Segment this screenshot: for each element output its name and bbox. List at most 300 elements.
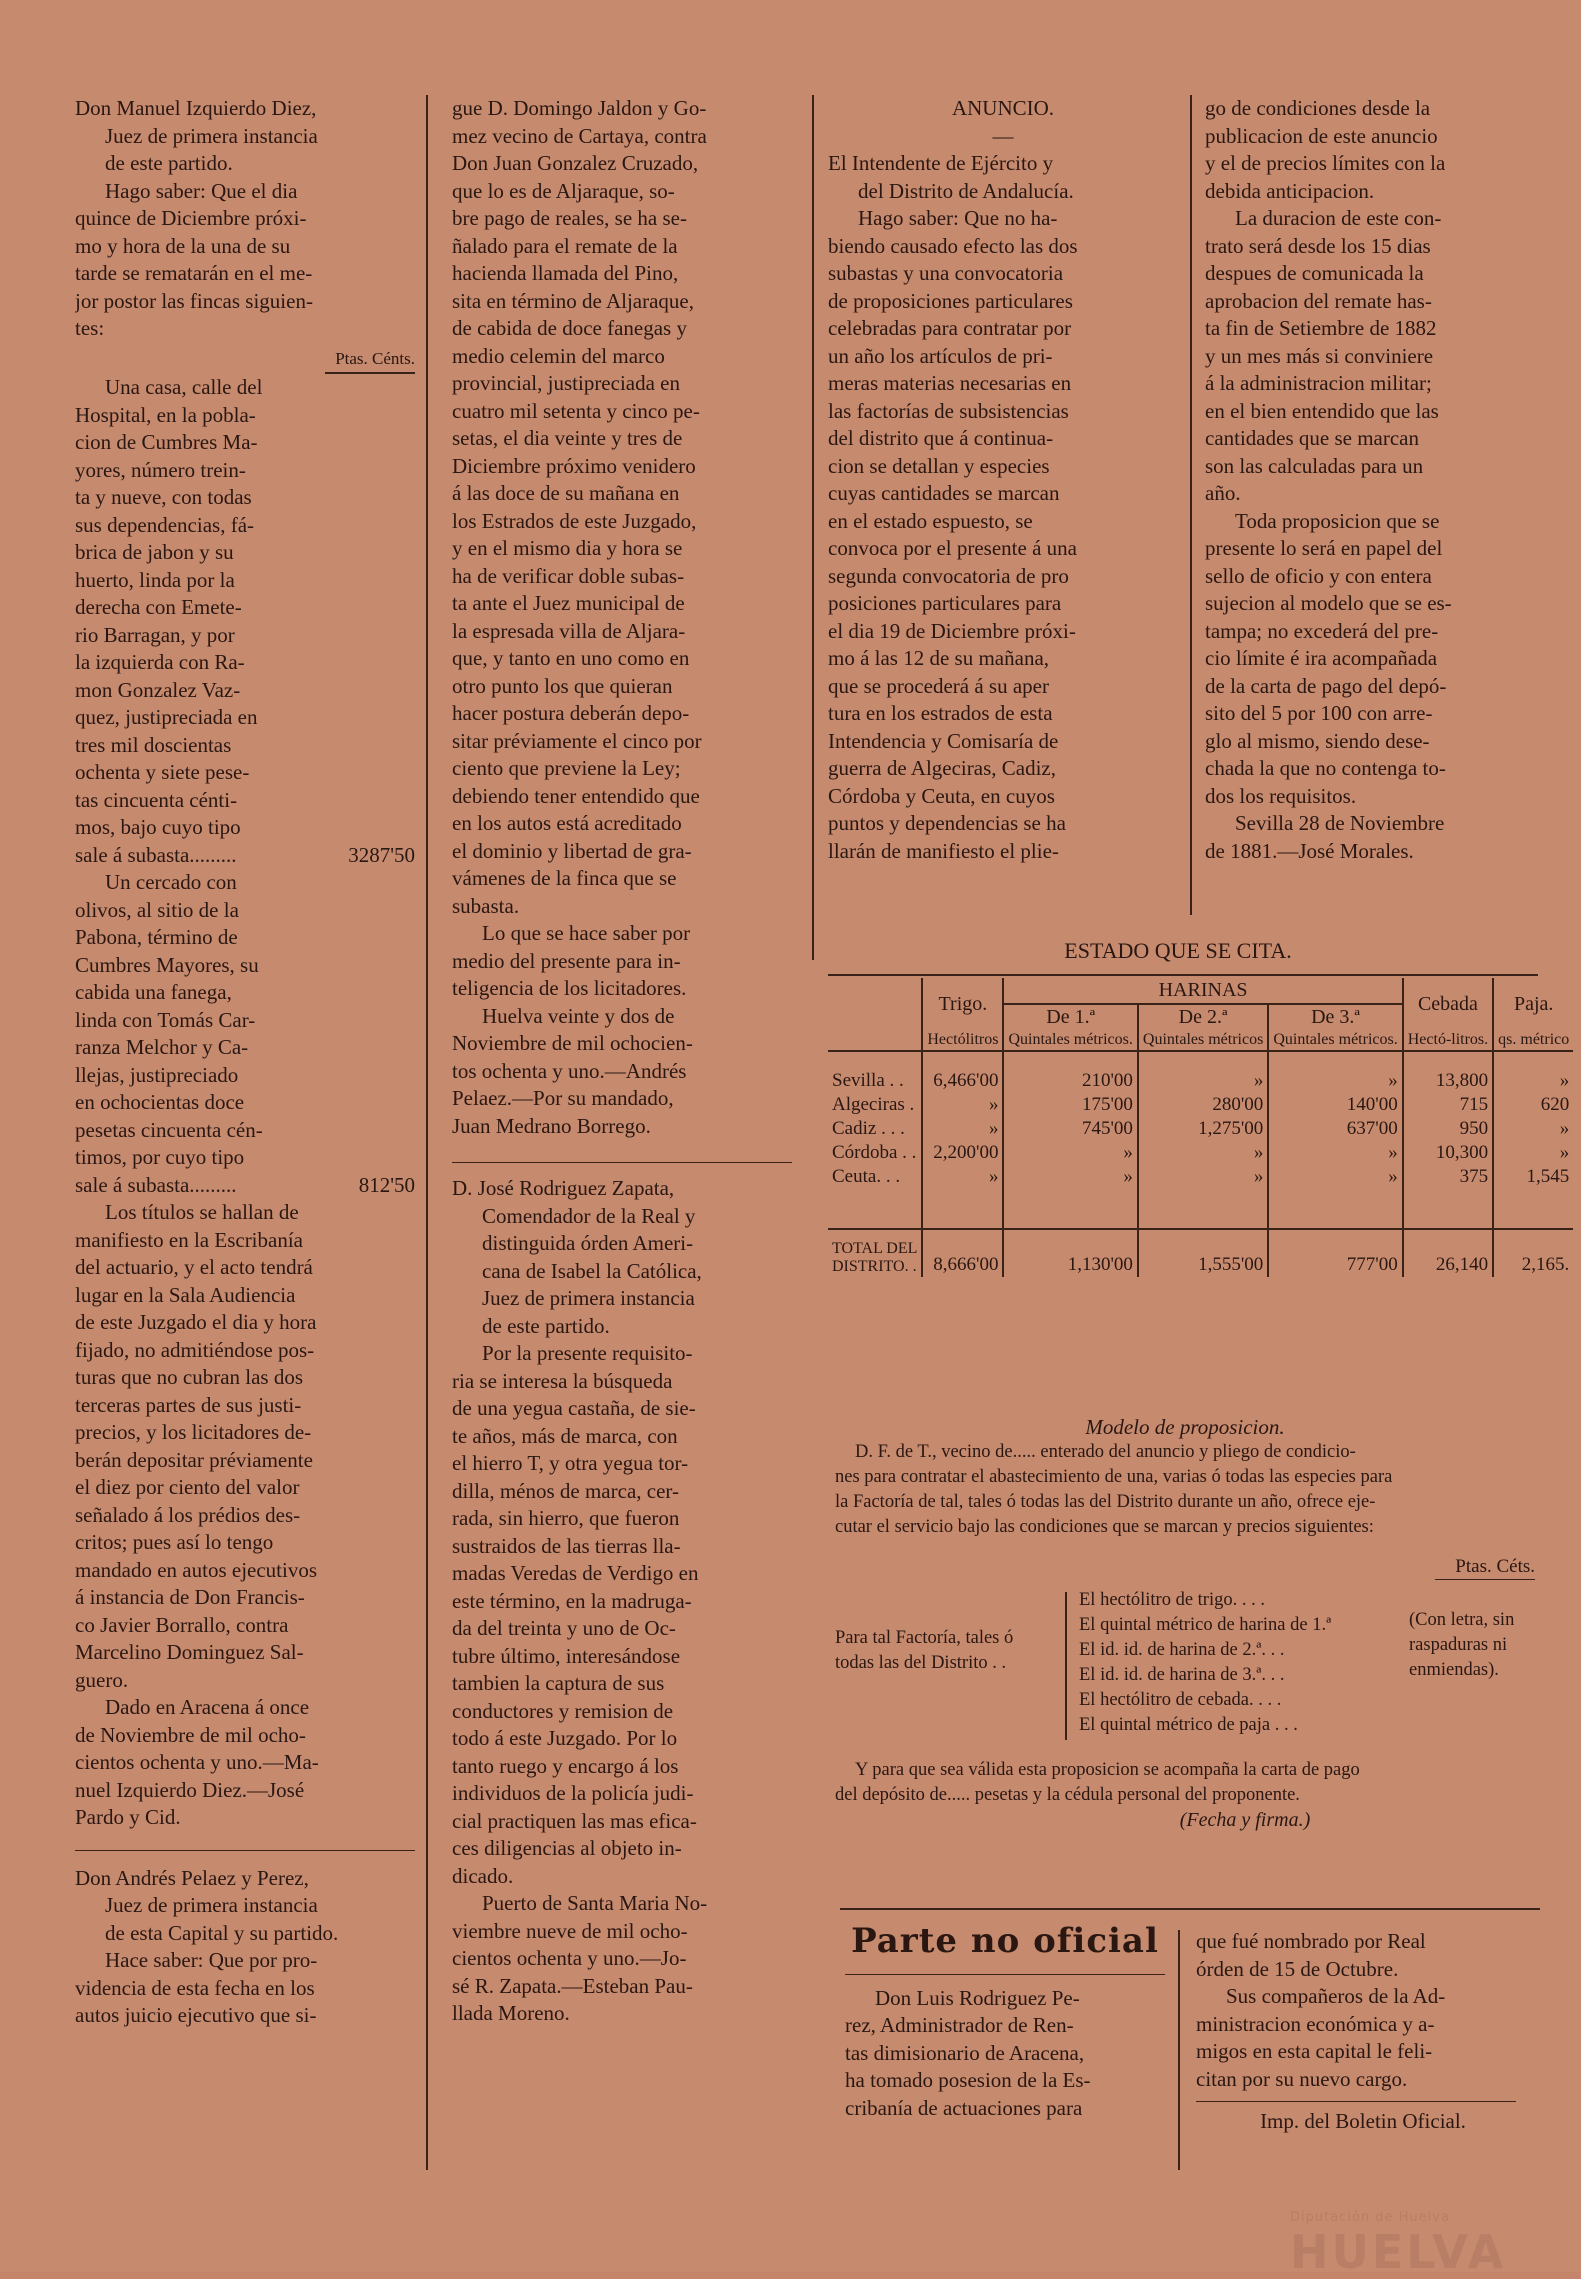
edict-separator (75, 1850, 415, 1851)
row-place: Sevilla . . (832, 1070, 904, 1091)
text-line: autos juicio ejecutivo que si- (75, 2003, 317, 2027)
text-line: te años, más de marca, con (452, 1423, 678, 1448)
anuncio-body (828, 205, 1178, 865)
text-line: gue D. Domingo Jaldon y Go- (452, 96, 707, 120)
text-line: sito del 5 por 100 con arre- (1205, 701, 1433, 725)
text-line: El id. id. de harina de 3.ª. . . (1079, 1665, 1285, 1685)
text-line: quince de Diciembre próxi- (75, 206, 307, 230)
row-value: 637'00 (1268, 1117, 1402, 1141)
text-line: cantidades que se marcan (1205, 426, 1419, 450)
text-line: ta ante el Juez municipal de (452, 591, 685, 615)
text-line: Los títulos se hallan de (105, 1200, 299, 1224)
text-line: Marcelino Dominguez Sal- (75, 1640, 304, 1664)
text-line: en el bien entendido que las (1205, 398, 1439, 423)
item-2-last-line: sale á subasta......... (75, 1172, 237, 1197)
modelo-left (835, 1588, 1065, 1740)
text-line: El quintal métrico de harina de 1.ª (1079, 1615, 1332, 1635)
column-rule-3 (1190, 95, 1192, 915)
text-line: videncia de esta fecha en los (75, 1975, 315, 2000)
text-line: los Estrados de este Juzgado, (452, 508, 697, 533)
edict-2-header (75, 1865, 415, 1948)
row-place: Ceuta. . . (832, 1166, 901, 1187)
text-line: despues de comunicada la (1205, 261, 1424, 285)
edict-1-body (75, 178, 415, 343)
row-value: » (1493, 1117, 1573, 1141)
trigo-unit: Hectólitros (922, 1030, 1003, 1051)
text-line: Sus compañeros de la Ad- (1226, 1984, 1446, 2008)
text-line: de esta Capital y su partido. (105, 1920, 339, 1945)
text-line: convoca por el presente á una (828, 536, 1077, 560)
text-line: cial practiquen las mas efica- (452, 1808, 697, 1833)
text-line: tanto ruego y encargo á los (452, 1753, 679, 1778)
text-line: Puerto de Santa Maria No- (482, 1891, 708, 1915)
text-line: Diciembre próximo venidero (452, 453, 696, 478)
cebada-unit: Hectó-litros. (1403, 1030, 1493, 1051)
edict-2-continued (452, 95, 792, 1140)
text-line: llada Moreno. (452, 2001, 570, 2025)
text-line: tarde se rematarán en el me- (75, 261, 313, 285)
text-line: mon Gonzalez Vaz- (75, 677, 241, 702)
text-line: presente lo será en papel del (1205, 536, 1443, 560)
text-line: teligencia de los licitadores. (452, 976, 687, 1000)
text-line: ta fin de Setiembre de 1882 (1205, 316, 1437, 340)
text-line: que, y tanto en uno como en (452, 646, 690, 670)
text-line: puntos y dependencias se ha (828, 811, 1066, 835)
text-line: ministracion económica y a- (1196, 2011, 1435, 2036)
text-line: tas dimisionario de Aracena, (845, 2040, 1085, 2065)
column-1 (75, 95, 415, 2030)
row-value: » (1003, 1141, 1137, 1165)
estado-top-rule (828, 974, 1538, 976)
row-value: » (1493, 1051, 1573, 1093)
text-line: D. F. de T., vecino de..... enterado del anuncio y pliego de condicio- (855, 1442, 1356, 1462)
text-line: tura en los estrados de esta (828, 701, 1053, 725)
harina-2-unit: Quintales métricos (1138, 1030, 1268, 1051)
text-line: Pelaez.—Por su mandado, (452, 1086, 674, 1110)
row-value: » (1138, 1141, 1268, 1165)
text-line: El Intendente de Ejército y (828, 151, 1054, 175)
text-line: co Javier Borrallo, contra (75, 1612, 289, 1637)
text-line: critos; pues así lo tengo (75, 1530, 274, 1554)
text-line: Una casa, calle del (105, 375, 263, 399)
text-line: señalado á los prédios des- (75, 1502, 301, 1527)
text-line: hacienda llamada del Pino, (452, 261, 679, 285)
parte-body-2 (1196, 1928, 1530, 2093)
text-line: lugar en la Sala Audiencia (75, 1282, 296, 1307)
column-rule-2 (812, 95, 814, 960)
text-line: ranza Melchor y Ca- (75, 1035, 249, 1059)
text-line: Juez de primera instancia (105, 1893, 318, 1917)
modelo-items (835, 1588, 1535, 1740)
text-line: Noviembre de mil ochocien- (452, 1031, 693, 1055)
harinas-header: HARINAS (1003, 978, 1402, 1004)
text-line: fijado, no admitiéndose pos- (75, 1337, 315, 1362)
text-line: Don Manuel Izquierdo Diez, (75, 96, 317, 120)
text-line: sé R. Zapata.—Esteban Pau- (452, 1973, 693, 1998)
column-rule-4 (1178, 1930, 1180, 2170)
text-line: cuatro mil setenta y cinco pe- (452, 398, 700, 423)
text-line: cientos ochenta y uno.—Ma- (75, 1750, 319, 1774)
edict-1-header (75, 95, 415, 178)
modelo-title: Modelo de proposicion. (1085, 1415, 1285, 1439)
text-line: Juan Medrano Borrego. (452, 1113, 651, 1138)
text-line: turas que no cubran las dos (75, 1365, 304, 1389)
modelo-section (835, 1415, 1535, 1833)
text-line: año. (1205, 481, 1241, 505)
text-line: olivos, al sitio de la (75, 897, 239, 922)
text-line: mo y hora de la una de su (75, 233, 291, 258)
column-2 (452, 95, 792, 2028)
text-line: Hace saber: Que por pro- (105, 1948, 318, 1972)
text-line: Cumbres Mayores, su (75, 952, 259, 977)
imprint-rule (1196, 2101, 1516, 2102)
text-line: debida anticipacion. (1205, 178, 1375, 203)
text-line: vámenes de la finca que se (452, 866, 677, 890)
text-line: sitar préviamente el cinco por (452, 728, 702, 753)
imprint: Imp. del Boletin Oficial. (1260, 2109, 1466, 2133)
text-line: La duracion de este con- (1235, 206, 1442, 230)
text-line: á instancia de Don Francis- (75, 1585, 305, 1609)
row-value: 745'00 (1003, 1117, 1137, 1141)
text-line: Juez de primera instancia (105, 123, 318, 148)
text-line: todo á este Juzgado. Por lo (452, 1726, 678, 1750)
row-value: 210'00 (1003, 1051, 1137, 1093)
harina-2-header: De 2.ª (1138, 1004, 1268, 1030)
harina-1-unit: Quintales métricos. (1003, 1030, 1137, 1051)
parte-title-rule (845, 1974, 1165, 1975)
text-line: go de condiciones desde la (1205, 96, 1431, 120)
watermark-big: HUELVA (1290, 2225, 1507, 2279)
text-line: cion de Cumbres Ma- (75, 430, 258, 454)
text-line: y el de precios límites con la (1205, 151, 1446, 175)
text-line: cio límite é ira acompañada (1205, 646, 1438, 670)
text-line: de este Juzgado el dia y hora (75, 1310, 317, 1334)
text-line: aprobacion del remate has- (1205, 288, 1432, 313)
text-line: de este partido. (105, 151, 233, 175)
row-value: 375 (1403, 1165, 1493, 1229)
text-line: del Distrito de Andalucía. (858, 178, 1074, 203)
text-line: las factorías de subsistencias (828, 398, 1069, 423)
row-value: 140'00 (1268, 1093, 1402, 1117)
anuncio-continued (1205, 95, 1530, 865)
text-line: Y para que sea válida esta proposicion se acompaña la carta de pago (855, 1760, 1360, 1780)
harina-3-header: De 3.ª (1268, 1004, 1402, 1030)
total-label (828, 1229, 922, 1277)
text-line: Pardo y Cid. (75, 1805, 181, 1829)
text-line: tes: (75, 316, 105, 340)
row-value: 620 (1493, 1093, 1573, 1117)
text-line: de este partido. (482, 1313, 610, 1338)
text-line: tas cincuenta cénti- (75, 787, 238, 812)
row-value: 1,275'00 (1138, 1117, 1268, 1141)
anuncio-title: ANUNCIO. (951, 96, 1055, 120)
parte-title: Parte no oficial (851, 1921, 1159, 1961)
text-line: que se procederá á su aper (828, 673, 1049, 698)
text-line: pesetas cincuenta cén- (75, 1117, 263, 1142)
text-line: guero. (75, 1667, 129, 1692)
text-line: biendo causado efecto las dos (828, 233, 1078, 258)
item-1-price: 3287'50 (348, 842, 415, 867)
text-line: ciento que previene la Ley; (452, 756, 681, 780)
text-line: posiciones particulares para (828, 591, 1062, 615)
text-line: ñalado para el remate de la (452, 233, 678, 258)
text-line: mo á las 12 de su mañana, (828, 646, 1050, 670)
text-line: yores, número trein- (75, 457, 246, 482)
text-line: (Con letra, sin (1409, 1610, 1515, 1630)
place-unit (828, 1030, 922, 1051)
text-line: Toda proposicion que se (1235, 508, 1440, 533)
text-line: dos los requisitos. (1205, 783, 1357, 808)
row-value: » (1003, 1165, 1137, 1229)
ptas-underline (325, 372, 415, 374)
watermark-small: Diputación de Huelva (1290, 2210, 1450, 2225)
text-line: enmiendas). (1409, 1660, 1499, 1680)
item-1-text (75, 374, 335, 842)
text-line: de Noviembre de mil ocho- (75, 1722, 306, 1747)
text-line: hacer postura deberán depo- (452, 701, 690, 725)
text-line: de 1881.—José Morales. (1205, 838, 1414, 863)
edict-3-body (452, 1340, 792, 2028)
text-line: ha de verificar doble subas- (452, 563, 685, 588)
row-value: 10,300 (1403, 1141, 1493, 1165)
text-line: que fué nombrado por Real (1196, 1929, 1426, 1953)
text-line: brica de jabon y su (75, 540, 234, 564)
text-line: Pabona, término de (75, 925, 238, 949)
text-line: conductores y remision de (452, 1698, 674, 1723)
text-line: tos ochenta y uno.—Andrés (452, 1058, 687, 1083)
text-line: terceras partes de sus justi- (75, 1392, 302, 1417)
parte-body (845, 1985, 1165, 2123)
modelo-footer (835, 1758, 1535, 1808)
text-line: tampa; no excederá del pre- (1205, 618, 1439, 643)
text-line: manifiesto en la Escribanía (75, 1227, 303, 1252)
trigo-header: Trigo. (922, 978, 1003, 1030)
row-value: 715 (1403, 1093, 1493, 1117)
row-value: » (1493, 1141, 1573, 1165)
text-line: cion se detallan y especies (828, 453, 1050, 478)
text-line: El hectólitro de cebada. . . . (1079, 1690, 1282, 1710)
total-row (828, 1229, 1573, 1277)
text-line: meras materias necesarias en (828, 371, 1072, 395)
text-line: sello de oficio y con entera (1205, 563, 1432, 588)
text-line: el dominio y libertad de gra- (452, 838, 692, 863)
text-line: timos, por cuyo tipo (75, 1145, 245, 1169)
text-line: dicado. (452, 1863, 514, 1888)
text-line: sita en término de Aljaraque, (452, 288, 695, 313)
text-line: debiendo tener entendido que (452, 783, 700, 808)
text-line: Don Luis Rodriguez Pe- (875, 1985, 1080, 2010)
text-line: de la carta de pago del depó- (1205, 673, 1447, 698)
text-line: mos, bajo cuyo tipo (75, 815, 241, 839)
text-line: la espresada villa de Aljara- (452, 618, 686, 643)
text-line: quez, justipreciada en (75, 705, 258, 729)
modelo-ptas-underline (1435, 1579, 1535, 1580)
text-line: Lo que se hace saber por (482, 921, 691, 945)
estado-row (828, 1051, 1573, 1093)
text-line: huerto, linda por la (75, 567, 235, 592)
text-line: cribanía de actuaciones para (845, 2095, 1083, 2120)
text-line: distinguida órden Ameri- (482, 1231, 694, 1255)
text-line: linda con Tomás Car- (75, 1007, 256, 1032)
text-line: Don Andrés Pelaez y Perez, (75, 1865, 309, 1890)
text-line: á las doce de su mañana en (452, 481, 680, 505)
text-line: del distrito que á continua- (828, 426, 1054, 450)
modelo-left-1: Para tal Factoría, tales ó (835, 1628, 1014, 1648)
text-line: tubre último, interesándose (452, 1643, 681, 1668)
text-line: Sevilla 28 de Noviembre (1235, 811, 1445, 835)
text-line: Por la presente requisito- (482, 1341, 693, 1365)
text-line: este término, en la madruga- (452, 1588, 692, 1613)
ptas-header: Ptas. Cénts. (335, 348, 415, 368)
modelo-item-list (1079, 1588, 1409, 1740)
estado-row (828, 1141, 1573, 1165)
text-line: bre pago de reales, se ha se- (452, 206, 687, 230)
total-harina-1: 1,130'00 (1003, 1229, 1137, 1277)
text-line: citan por su nuevo cargo. (1196, 2066, 1408, 2091)
text-line: nuel Izquierdo Diez.—José (75, 1777, 305, 1802)
text-line: el dia 19 de Diciembre próxi- (828, 618, 1076, 643)
text-line: la Factoría de tal, tales ó todas las del Distrito durante un año, ofrece eje- (835, 1492, 1376, 1512)
total-label-2: DISTRITO. . (832, 1258, 917, 1275)
text-line: dilla, ménos de marca, cer- (452, 1478, 679, 1503)
text-line: Dado en Aracena á once (105, 1695, 310, 1719)
text-line: medio celemin del marco (452, 343, 665, 368)
text-line: sus dependencias, fá- (75, 512, 255, 537)
row-value: 280'00 (1138, 1093, 1268, 1117)
estado-table (828, 978, 1573, 1277)
row-value: 13,800 (1403, 1051, 1493, 1093)
text-line: de proposiciones particulares (828, 288, 1073, 313)
item-1-last-line: sale á subasta......... (75, 842, 237, 867)
text-line: el diez por ciento del valor (75, 1475, 300, 1499)
text-line: ria se interesa la búsqueda (452, 1368, 673, 1393)
paja-unit: qs. métrico (1493, 1030, 1573, 1051)
text-line: en ochocientas doce (75, 1090, 245, 1114)
edict-separator (452, 1162, 792, 1163)
text-line: cutar el servicio bajo las condiciones que se marcan y precios siguientes: (835, 1517, 1374, 1537)
text-line: del actuario, y el acto tendrá (75, 1255, 313, 1279)
text-line: Un cercado con (105, 870, 237, 894)
text-line: migos en esta capital le feli- (1196, 2039, 1433, 2063)
row-value: 6,466'00 (922, 1051, 1003, 1093)
text-line: tres mil doscientas (75, 732, 232, 757)
anuncio-header (828, 150, 1178, 205)
text-line: El quintal métrico de paja . . . (1079, 1715, 1298, 1735)
text-line: llejas, justipreciado (75, 1062, 239, 1087)
text-line: órden de 15 de Octubre. (1196, 1956, 1399, 1981)
text-line: un año los artículos de pri- (828, 343, 1053, 368)
row-value: » (1268, 1141, 1402, 1165)
text-line: sustraidos de las tierras lla- (452, 1533, 681, 1558)
text-line: segunda convocatoria de pro (828, 563, 1069, 588)
row-value: » (1268, 1051, 1402, 1093)
text-line: raspaduras ni (1409, 1635, 1508, 1655)
row-value: » (922, 1117, 1003, 1141)
text-line: jor postor las fincas siguien- (75, 288, 313, 313)
text-line: el hierro T, y otra yegua tor- (452, 1451, 689, 1475)
parte-left (845, 1920, 1165, 2122)
edict-2-body (75, 1947, 415, 2030)
text-line: Córdoba y Ceuta, en cuyos (828, 783, 1055, 808)
text-line: en los autos está acreditado (452, 811, 682, 835)
text-line: que lo es de Aljaraque, so- (452, 178, 675, 203)
column-3 (828, 95, 1178, 865)
item-2-price: 812'50 (358, 1172, 415, 1197)
modelo-text (835, 1440, 1535, 1540)
title-dash: — (992, 123, 1014, 148)
text-line: glo al mismo, siendo dese- (1205, 728, 1430, 753)
text-line: de cabida de doce fanegas y (452, 316, 687, 340)
item-2-price-row (75, 1172, 415, 1200)
total-harina-2: 1,555'00 (1138, 1229, 1268, 1277)
row-place: Córdoba . . (832, 1142, 917, 1163)
text-line: Hago saber: Que no ha- (858, 206, 1058, 230)
text-line: viembre nueve de mil ocho- (452, 1918, 688, 1943)
modelo-note (1409, 1588, 1529, 1740)
text-line: otro punto los que quieran (452, 673, 673, 698)
text-line: individuos de la policía judi- (452, 1781, 694, 1805)
text-line: Don Juan Gonzalez Cruzado, (452, 151, 699, 175)
huelva-watermark (1290, 2210, 1506, 2279)
text-line: cientos ochenta y uno.—Jo- (452, 1946, 687, 1970)
modelo-sign: (Fecha y firma.) (1179, 1809, 1311, 1831)
text-line: cana de Isabel la Católica, (482, 1258, 702, 1283)
text-line: Huelva veinte y dos de (482, 1003, 675, 1028)
text-line: madas Veredas de Verdigo en (452, 1561, 699, 1585)
text-line: mandado en autos ejecutivos (75, 1557, 318, 1582)
text-line: publicacion de este anuncio (1205, 123, 1438, 148)
parte-top-rule (840, 1908, 1540, 1910)
row-value: 175'00 (1003, 1093, 1137, 1117)
estado-row (828, 1165, 1573, 1229)
column-4 (1205, 95, 1530, 865)
modelo-brace (1065, 1592, 1079, 1740)
text-line: sujecion al modelo que se es- (1205, 591, 1452, 615)
text-line: Hospital, en la pobla- (75, 402, 256, 427)
paja-header: Paja. (1493, 978, 1573, 1030)
text-line: subastas y una convocatoria (828, 261, 1064, 285)
text-line: Hago saber: Que el dia (105, 178, 298, 203)
text-line: y un mes más si conviniere (1205, 343, 1434, 368)
text-line: ta y nueve, con todas (75, 485, 252, 509)
text-line: del depósito de..... pesetas y la cédula personal del proponente. (835, 1785, 1300, 1805)
total-cebada: 26,140 (1403, 1229, 1493, 1277)
text-line: D. José Rodriguez Zapata, (452, 1176, 675, 1200)
text-line: guerra de Algeciras, Cadiz, (828, 756, 1056, 780)
text-line: son las calculadas para un (1205, 453, 1424, 478)
text-line: setas, el dia veinte y tres de (452, 426, 683, 450)
text-line: mez vecino de Cartaya, contra (452, 123, 707, 148)
text-line: á la administracion militar; (1205, 371, 1432, 395)
text-line: da del treinta y uno de Oc- (452, 1616, 676, 1640)
text-line: en el estado espuesto, se (828, 508, 1033, 533)
text-line: Comendador de la Real y (482, 1203, 696, 1228)
text-line: cabida una fanega, (75, 980, 232, 1004)
text-line: berán depositar préviamente (75, 1447, 313, 1472)
item-2-text (75, 869, 335, 1172)
total-paja: 2,165. (1493, 1229, 1573, 1277)
row-value: » (1268, 1165, 1402, 1229)
text-line: chada la que no contenga to- (1205, 756, 1446, 780)
text-line: de una yegua castaña, de sie- (452, 1396, 696, 1420)
text-line: Intendencia y Comisaría de (828, 728, 1059, 753)
text-line: la izquierda con Ra- (75, 650, 245, 674)
cebada-header: Cebada (1403, 978, 1493, 1030)
row-value: » (922, 1093, 1003, 1117)
text-line: rio Barragan, y por (75, 622, 235, 647)
estado-row (828, 1093, 1573, 1117)
text-line: subasta. (452, 893, 520, 918)
